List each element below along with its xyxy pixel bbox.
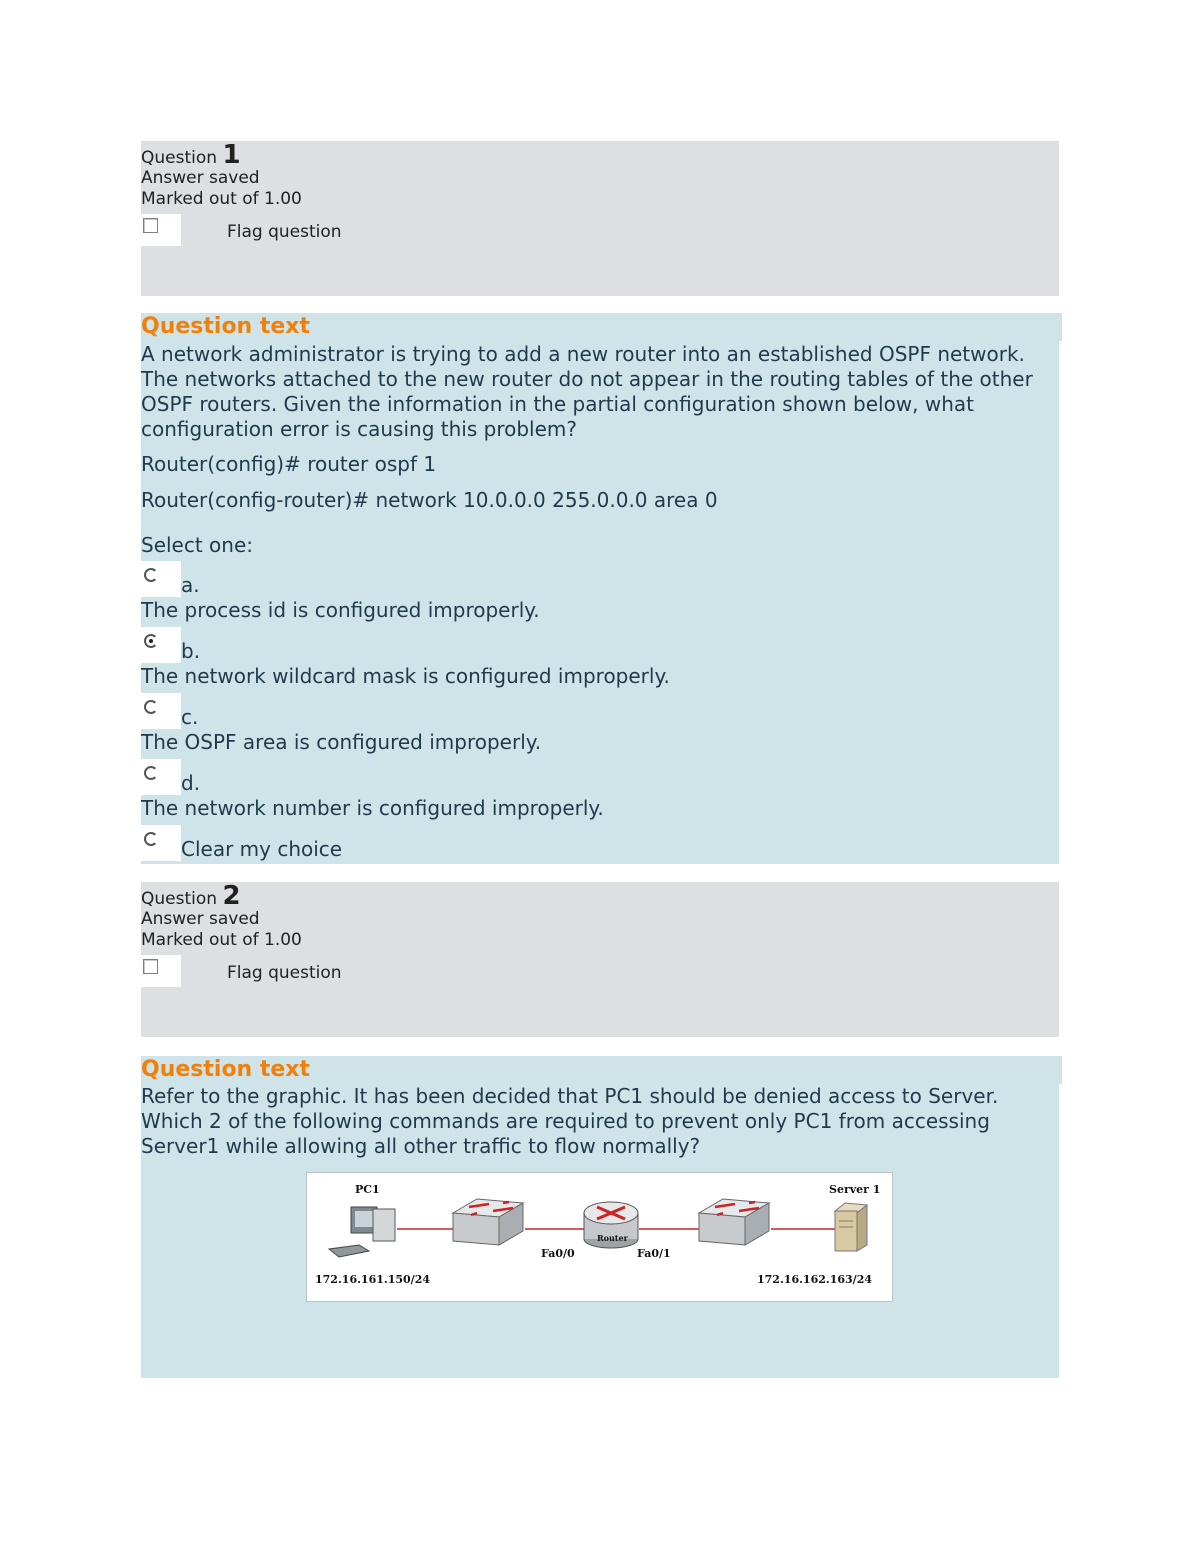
network-diagram-svg [307, 1173, 892, 1301]
q1-marks: Marked out of 1.00 [141, 189, 302, 209]
q1-clear-radio[interactable] [144, 832, 158, 846]
q2-flag-checkbox-wrap[interactable] [141, 955, 181, 987]
q1-option-d-radio[interactable] [144, 766, 158, 780]
network-diagram [306, 1172, 893, 1302]
router-label: Router [597, 1233, 628, 1243]
q1-flag-checkbox-wrap[interactable] [141, 214, 181, 246]
q1-info-panel [141, 141, 1059, 296]
q1-option-c-letter[interactable]: c. [181, 705, 199, 729]
q1-option-b-radio[interactable] [144, 634, 158, 648]
q2-flag-checkbox[interactable] [143, 959, 158, 974]
q1-clear-radio-wrap[interactable] [141, 825, 181, 861]
q1-option-a-text[interactable]: The process id is configured improperly. [141, 598, 540, 622]
q2-question-title: Question text [141, 1057, 311, 1082]
q1-state: Answer saved [141, 168, 260, 188]
q2-flag-row[interactable] [141, 955, 1059, 995]
pc-ip-label: 172.16.161.150/24 [315, 1273, 431, 1286]
q1-clear-choice[interactable] [141, 825, 1059, 861]
q1-option-d-letter[interactable]: d. [181, 771, 201, 795]
q1-content-panel [141, 313, 1059, 864]
q1-option-a[interactable] [141, 561, 1059, 597]
q1-select-prompt: Select one: [141, 533, 254, 557]
switch1-icon [453, 1199, 523, 1245]
pc-label: PC1 [355, 1183, 380, 1196]
q2-state: Answer saved [141, 909, 260, 929]
q2-question-label: Question [141, 889, 218, 909]
iface-right-label: Fa0/1 [637, 1247, 671, 1260]
q1-config-line-2: Router(config-router)# network 10.0.0.0 255.0.0.0 area 0 [141, 488, 718, 512]
q1-clear-choice-label[interactable]: Clear my choice [181, 837, 343, 861]
q2-flag-label[interactable]: Flag question [227, 963, 342, 983]
server-label: Server 1 [829, 1183, 881, 1196]
pc-icon [329, 1207, 395, 1257]
q1-option-d-radio-wrap[interactable] [141, 759, 181, 795]
q1-option-b-radio-wrap[interactable] [141, 627, 181, 663]
q2-question-number: 2 [222, 881, 241, 911]
q1-question-number-line [141, 141, 1059, 168]
iface-left-label: Fa0/0 [541, 1247, 575, 1260]
q1-flag-label[interactable]: Flag question [227, 222, 342, 242]
q1-option-a-radio[interactable] [144, 568, 158, 582]
q1-question-text: A network administrator is trying to add a new router into an established OSPF network. The networks attached to the new router do not appear in the routing tables of the other OSPF routers. Given the information in the partial configuration shown below, what configuration error is causing this problem? [141, 342, 1033, 441]
q1-option-c-text[interactable]: The OSPF area is configured improperly. [141, 730, 542, 754]
server-icon [835, 1203, 867, 1251]
q1-option-b-text[interactable]: The network wildcard mask is configured improperly. [141, 664, 670, 688]
q1-option-b[interactable] [141, 627, 1059, 663]
q1-option-d[interactable] [141, 759, 1059, 795]
q2-question-text: Refer to the graphic. It has been decided that PC1 should be denied access to Server. Which 2 of the following commands are required to prevent only PC1 from accessing Server1 while allowing all other traffic to flow normally? [141, 1084, 999, 1158]
q1-question-label: Question [141, 148, 218, 168]
q1-option-c-radio[interactable] [144, 700, 158, 714]
q1-option-d-text[interactable]: The network number is configured improperly. [141, 796, 604, 820]
q1-config-line-1: Router(config)# router ospf 1 [141, 452, 437, 476]
q2-marks: Marked out of 1.00 [141, 930, 302, 950]
q1-option-a-letter[interactable]: a. [181, 573, 200, 597]
q1-flag-checkbox[interactable] [143, 218, 158, 233]
q1-option-a-radio-wrap[interactable] [141, 561, 181, 597]
switch2-icon [699, 1199, 769, 1245]
q1-option-b-letter[interactable]: b. [181, 639, 201, 663]
server-ip-label: 172.16.162.163/24 [757, 1273, 873, 1286]
q2-info-panel [141, 882, 1059, 1037]
q1-question-title: Question text [141, 314, 311, 339]
q1-option-c[interactable] [141, 693, 1059, 729]
q1-option-c-radio-wrap[interactable] [141, 693, 181, 729]
q1-flag-row[interactable] [141, 214, 1059, 254]
q1-question-number: 1 [222, 140, 241, 170]
q2-question-number-line [141, 882, 1059, 909]
